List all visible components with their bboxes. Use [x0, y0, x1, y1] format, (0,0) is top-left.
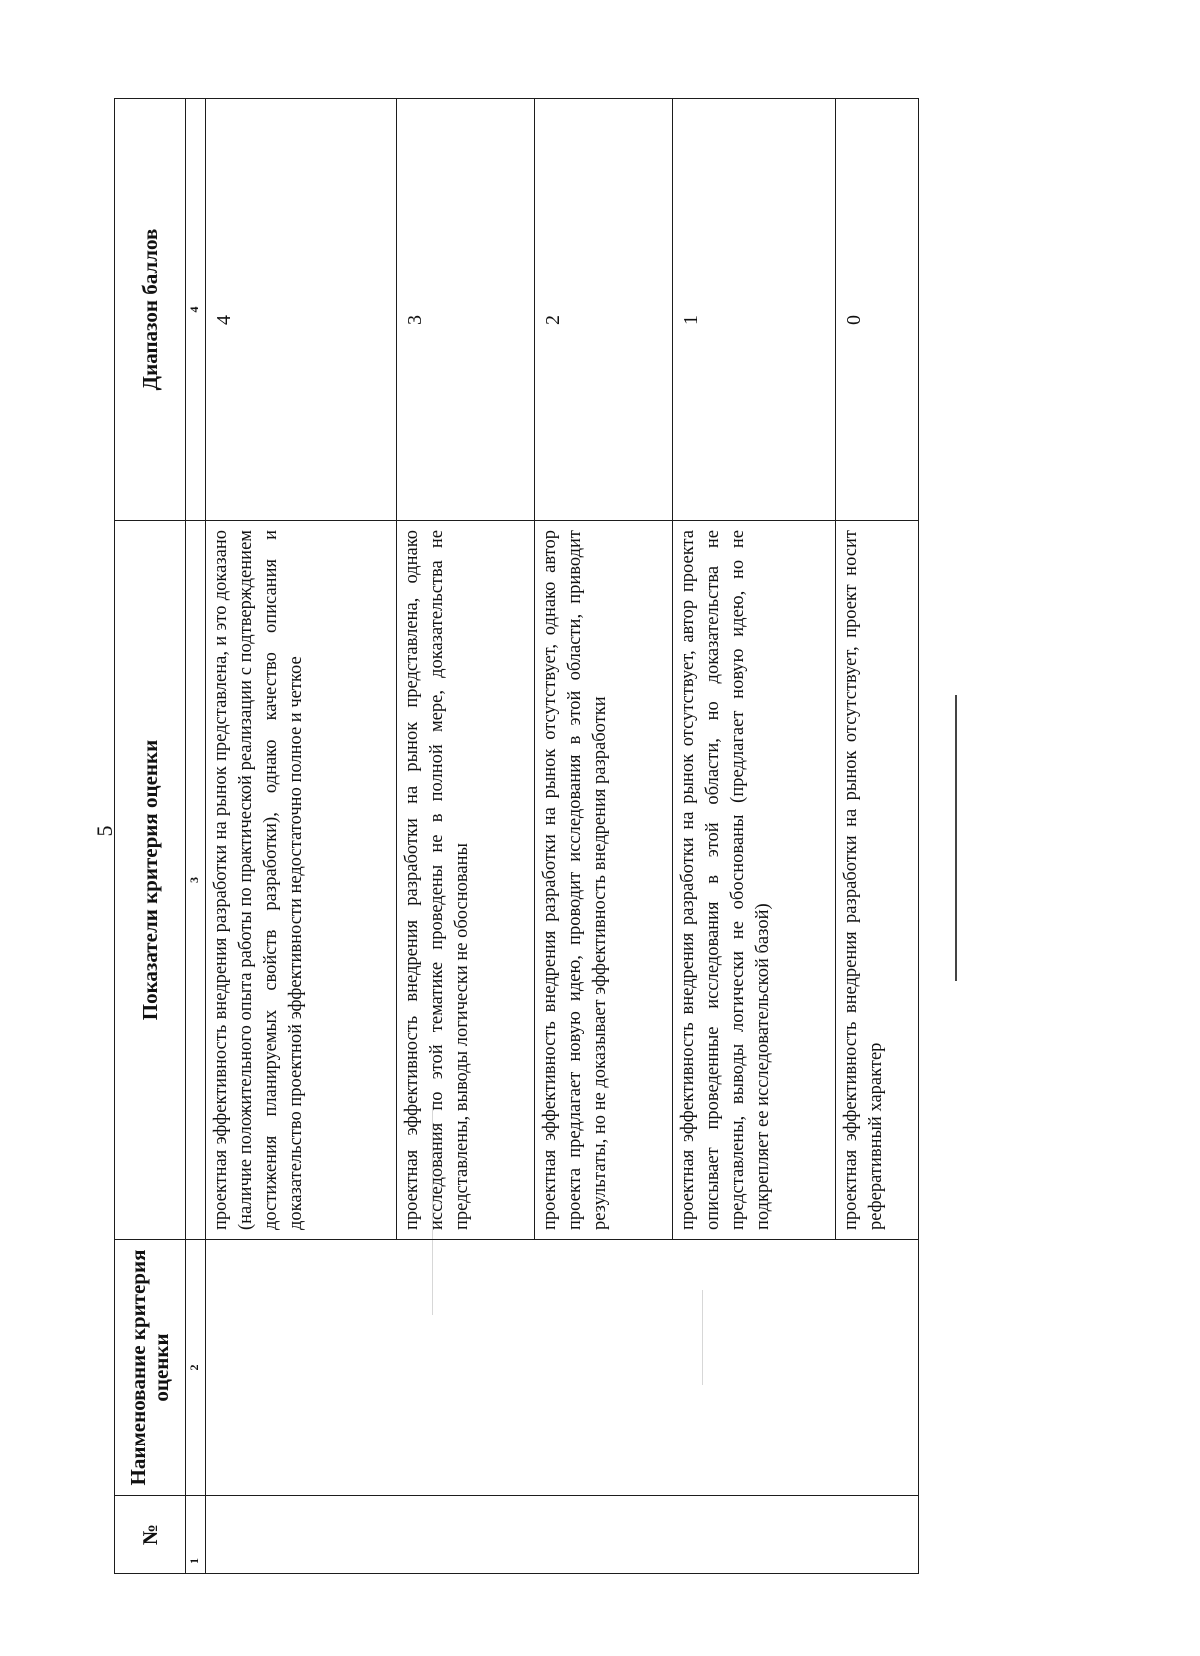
indicator-cell: проектная эффективность внедрения разработки на рынок отсутствует, автор проекта описывает проведенные исследования в этой области, но доказательства не представлены, выводы логически не обоснованы (предлагает новую идею, но не подкрепляет ее исследовательской базой) [673, 521, 836, 1240]
column-header-indicators: Показатели критерия оценки [115, 521, 186, 1240]
end-of-table-rule [955, 695, 957, 981]
criteria-table [114, 98, 919, 1574]
column-header-number: № [115, 1496, 186, 1574]
rotated-table-container [114, 99, 886, 1574]
indicator-cell: проектная эффективность внедрения разработки на рынок представлена, и это доказано (наличие положительного опыта работы по практической реализации с подтверждением достижения планируемых свойств разработки), однако качество описания и доказательство проектной эффективности недостаточно полное и четкое [206, 521, 397, 1240]
column-index-row [186, 99, 206, 1574]
column-header-criterion-name: Наименование критерия оценки [115, 1240, 186, 1496]
column-index: 3 [186, 521, 206, 1240]
criterion-name-cell [206, 1240, 919, 1496]
indicator-cell: проектная эффективность внедрения разработки на рынок отсутствует, проект носит реферативный характер [836, 521, 919, 1240]
table-header-row [115, 99, 186, 1574]
page-number: 5 [92, 825, 117, 837]
row-number-cell [206, 1496, 919, 1574]
column-index: 1 [186, 1496, 206, 1574]
table-row [206, 99, 397, 1574]
score-cell: 2 [535, 99, 673, 521]
score-cell: 1 [673, 99, 836, 521]
score-cell: 0 [836, 99, 919, 521]
column-index: 4 [186, 99, 206, 521]
indicator-cell: проектная эффективность внедрения разработки на рынок отсутствует, однако автор проекта предлагает новую идею, проводит исследования в этой области, приводит результаты, но не доказывает эффективность внедрения разработки [535, 521, 673, 1240]
score-cell: 4 [206, 99, 397, 521]
score-cell: 3 [397, 99, 535, 521]
column-index: 2 [186, 1240, 206, 1496]
indicator-cell: проектная эффективность внедрения разработки на рынок представлена, однако исследования по этой тематике проведены не в полной мере, доказательства не представлены, выводы логически не обоснованы [397, 521, 535, 1240]
column-header-score-range: Диапазон баллов [115, 99, 186, 521]
